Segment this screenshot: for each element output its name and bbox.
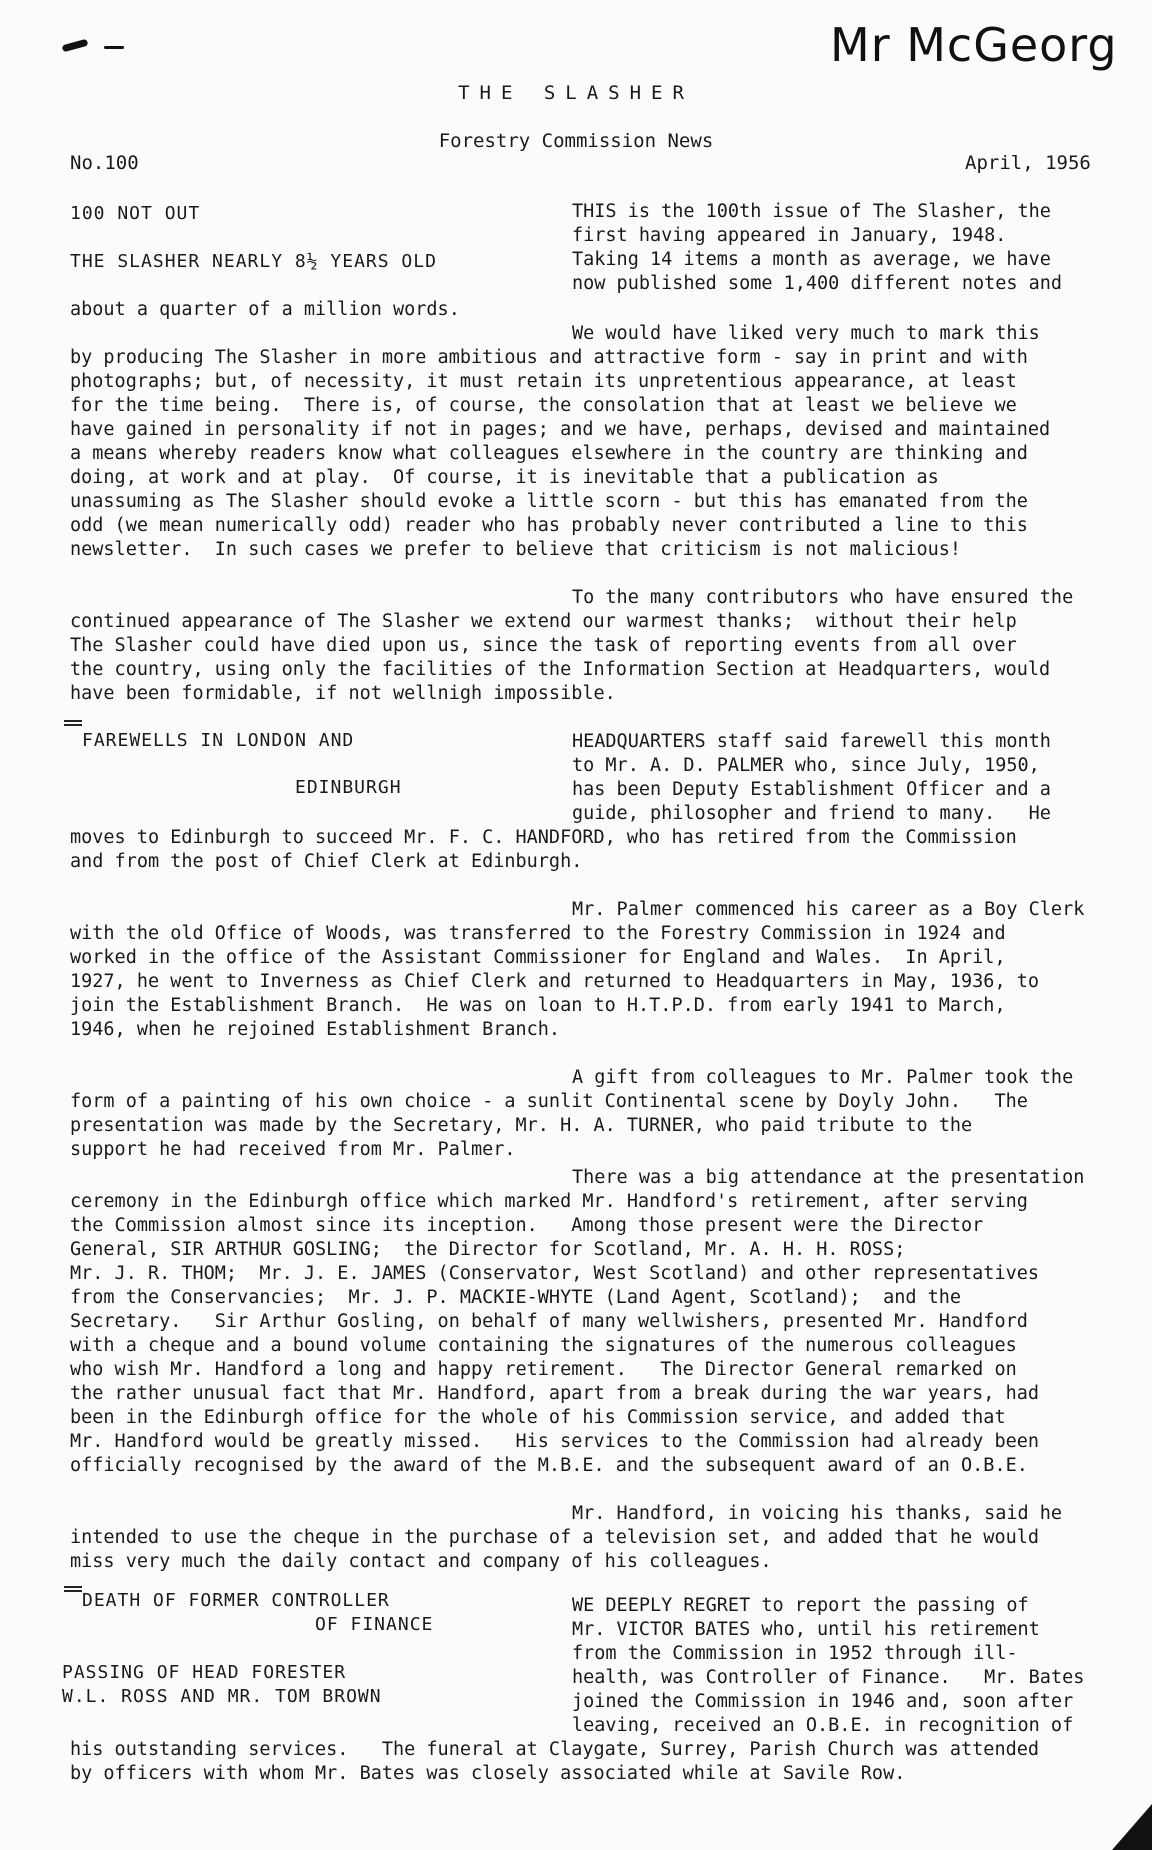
- ink-mark: [104, 46, 124, 49]
- text-line: presentation was made by the Secretary, Mr. H. A. TURNER, who paid tribute to the: [70, 1115, 973, 1136]
- text-line: The Slasher could have died upon us, since the task of reporting events from all over: [70, 635, 1017, 656]
- headline: EDINBURGH: [295, 777, 402, 798]
- text-line: from the Conservancies; Mr. J. P. MACKIE-WHYTE (Land Agent, Scotland); and the: [70, 1287, 962, 1308]
- text-line: continued appearance of The Slasher we extend our warmest thanks; without their help: [70, 611, 1017, 632]
- text-line: have gained in personality if not in pages; and we have, perhaps, devised and maintained: [70, 419, 1051, 440]
- text-line: To the many contributors who have ensured the: [572, 587, 1074, 608]
- text-line: miss very much the daily contact and company of his colleagues.: [70, 1551, 772, 1572]
- headline: THE SLASHER NEARLY 8½ YEARS OLD: [70, 251, 437, 272]
- text-line: form of a painting of his own choice - a sunlit Continental scene by Doyly John. The: [70, 1091, 1028, 1112]
- text-line: by officers with whom Mr. Bates was closely associated while at Savile Row.: [70, 1763, 906, 1784]
- text-line: first having appeared in January, 1948.: [572, 225, 1007, 246]
- text-line: Mr. Handford, in voicing his thanks, said he: [572, 1503, 1063, 1524]
- text-line: for the time being. There is, of course, the consolation that at least we believe we: [70, 395, 1017, 416]
- text-line: the country, using only the facilities of the Information Section at Headquarters, would: [70, 659, 1051, 680]
- section-marker: [64, 718, 84, 728]
- text-line: newsletter. In such cases we prefer to believe that criticism is not malicious!: [70, 539, 962, 560]
- section-marker: [64, 1584, 84, 1594]
- text-line: support he had received from Mr. Palmer.: [70, 1139, 516, 1160]
- text-line: WE DEEPLY REGRET to report the passing of: [572, 1595, 1029, 1616]
- headline: W.L. ROSS AND MR. TOM BROWN: [62, 1686, 382, 1707]
- ink-mark: [62, 39, 89, 52]
- text-line: a means whereby readers know what colleagues elsewhere in the country are thinking and: [70, 443, 1028, 464]
- text-line: health, was Controller of Finance. Mr. Bates: [572, 1667, 1085, 1688]
- issue-number: No.100: [70, 152, 139, 174]
- text-line: have been formidable, if not wellnigh impossible.: [70, 683, 616, 704]
- text-line: joined the Commission in 1946 and, soon after: [572, 1691, 1074, 1712]
- newsletter-subtitle: Forestry Commission News: [438, 130, 714, 152]
- text-line: 1946, when he rejoined Establishment Branch.: [70, 1019, 561, 1040]
- newsletter-title: THE SLASHER: [458, 82, 694, 104]
- headline: OF FINANCE: [315, 1614, 434, 1635]
- text-line: odd (we mean numerically odd) reader who has probably never contributed a line to this: [70, 515, 1028, 536]
- text-line: join the Establishment Branch. He was on loan to H.T.P.D. from early 1941 to March,: [70, 995, 1006, 1016]
- headline: 100 NOT OUT: [70, 203, 201, 224]
- text-line: HEADQUARTERS staff said farewell this month: [572, 731, 1051, 752]
- text-line: to Mr. A. D. PALMER who, since July, 1950,: [572, 755, 1040, 776]
- text-line: Secretary. Sir Arthur Gosling, on behalf of many wellwishers, presented Mr. Handford: [70, 1311, 1028, 1332]
- text-line: and from the post of Chief Clerk at Edinburgh.: [70, 851, 583, 872]
- text-line: A gift from colleagues to Mr. Palmer took the: [572, 1067, 1074, 1088]
- text-line: We would have liked very much to mark this: [572, 323, 1040, 344]
- headline: FAREWELLS IN LONDON AND: [82, 730, 355, 751]
- text-line: unassuming as The Slasher should evoke a little scorn - but this has emanated from the: [70, 491, 1028, 512]
- text-line: officially recognised by the award of the M.B.E. and the subsequent award of an O.B.E.: [70, 1455, 1028, 1476]
- text-line: the rather unusual fact that Mr. Handford, apart from a break during the war years, had: [70, 1383, 1040, 1404]
- headline: DEATH OF FORMER CONTROLLER: [82, 1590, 390, 1611]
- text-line: intended to use the cheque in the purchase of a television set, and added that he would: [70, 1527, 1040, 1548]
- text-line: Mr. Palmer commenced his career as a Boy Clerk: [572, 899, 1085, 920]
- text-line: about a quarter of a million words.: [70, 299, 460, 320]
- text-line: who wish Mr. Handford a long and happy retirement. The Director General remarked on: [70, 1359, 1017, 1380]
- text-line: by producing The Slasher in more ambitious and attractive form - say in print and with: [70, 347, 1028, 368]
- text-line: with a cheque and a bound volume containing the signatures of the numerous colleagues: [70, 1335, 1017, 1356]
- text-line: photographs; but, of necessity, it must retain its unpretentious appearance, at least: [70, 371, 1017, 392]
- text-line: from the Commission in 1952 through ill-: [572, 1643, 1018, 1664]
- text-line: the Commission almost since its inception. Among those present were the Director: [70, 1215, 984, 1236]
- text-line: moves to Edinburgh to succeed Mr. F. C. HANDFORD, who has retired from the Commission: [70, 827, 1017, 848]
- text-line: Mr. J. R. THOM; Mr. J. E. JAMES (Conservator, West Scotland) and other representatives: [70, 1263, 1040, 1284]
- text-line: with the old Office of Woods, was transferred to the Forestry Commission in 1924 and: [70, 923, 1006, 944]
- text-line: doing, at work and at play. Of course, it is inevitable that a publication as: [70, 467, 939, 488]
- text-line: There was a big attendance at the presentation: [572, 1167, 1085, 1188]
- issue-date: April, 1956: [965, 152, 1091, 174]
- text-line: Taking 14 items a month as average, we have: [572, 249, 1051, 270]
- text-line: General, SIR ARTHUR GOSLING; the Director for Scotland, Mr. A. H. H. ROSS;: [70, 1239, 906, 1260]
- text-line: Mr. Handford would be greatly missed. His services to the Commission had already been: [70, 1431, 1040, 1452]
- text-line: guide, philosopher and friend to many. He: [572, 803, 1051, 824]
- corner-mark: [1092, 1790, 1152, 1850]
- text-line: worked in the office of the Assistant Commissioner for England and Wales. In April,: [70, 947, 1006, 968]
- text-line: leaving, received an O.B.E. in recognition of: [572, 1715, 1074, 1736]
- text-line: THIS is the 100th issue of The Slasher, the: [572, 201, 1051, 222]
- headline: PASSING OF HEAD FORESTER: [62, 1662, 347, 1683]
- text-line: now published some 1,400 different notes and: [572, 273, 1063, 294]
- handwritten-annotation: Mr McGeorg: [830, 18, 1118, 72]
- text-line: been in the Edinburgh office for the whole of his Commission service, and added that: [70, 1407, 1006, 1428]
- text-line: Mr. VICTOR BATES who, until his retirement: [572, 1619, 1040, 1640]
- text-line: ceremony in the Edinburgh office which marked Mr. Handford's retirement, after serving: [70, 1191, 1028, 1212]
- text-line: 1927, he went to Inverness as Chief Clerk and returned to Headquarters in May, 1936, to: [70, 971, 1040, 992]
- text-line: his outstanding services. The funeral at Claygate, Surrey, Parish Church was attended: [70, 1739, 1040, 1760]
- text-line: has been Deputy Establishment Officer and a: [572, 779, 1051, 800]
